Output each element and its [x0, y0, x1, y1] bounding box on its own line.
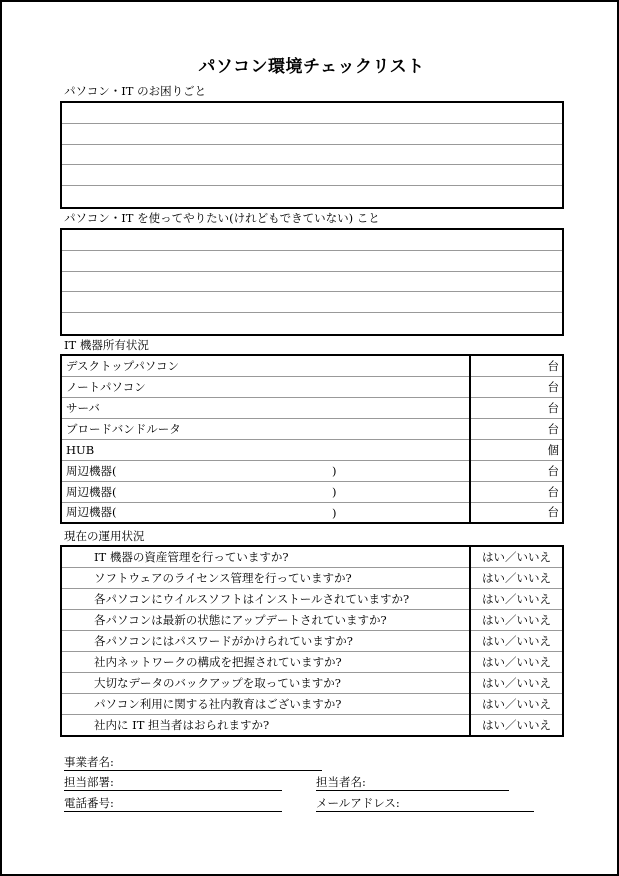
- equipment-name-cell[interactable]: [61, 481, 470, 502]
- unit-label: 台: [547, 463, 559, 478]
- operation-row: [61, 651, 563, 672]
- page-title: パソコン環境チェックリスト: [198, 57, 425, 77]
- note-line[interactable]: [62, 165, 562, 186]
- yes-no-answer[interactable]: はい／いいえ: [470, 651, 563, 672]
- unit-label: 台: [547, 379, 559, 394]
- operation-row: [61, 715, 563, 736]
- phone-number-field[interactable]: [64, 795, 282, 812]
- question-text: 各パソコンにはパスワードがかけられていますか?: [61, 630, 470, 651]
- question-text: パソコン利用に関する社内教育はございますか?: [61, 694, 470, 715]
- unit-label: 台: [547, 505, 559, 520]
- note-line[interactable]: [62, 272, 562, 293]
- equipment-row: [61, 418, 563, 439]
- operation-row: [61, 546, 563, 567]
- equipment-name-cell[interactable]: [61, 397, 470, 418]
- closing-paren: ): [332, 505, 337, 520]
- yes-no-answer[interactable]: はい／いいえ: [470, 546, 563, 567]
- unit-label: 台: [547, 484, 559, 499]
- equipment-name: 周辺機器(: [66, 505, 117, 520]
- equipment-count-cell[interactable]: [470, 502, 563, 523]
- operation-row: [61, 694, 563, 715]
- note-line[interactable]: [62, 313, 562, 334]
- note-line[interactable]: [62, 292, 562, 313]
- closing-paren: ): [332, 484, 337, 499]
- question-text: 社内ネットワークの構成を把握されていますか?: [61, 651, 470, 672]
- question-text: 各パソコンにウイルスソフトはインストールされていますか?: [61, 588, 470, 609]
- operations-table: [60, 545, 564, 737]
- equipment-name: 周辺機器(: [66, 484, 117, 499]
- question-text: 各パソコンは最新の状態にアップデートされていますか?: [61, 609, 470, 630]
- closing-paren: ): [332, 463, 337, 478]
- equipment-count-cell[interactable]: [470, 481, 563, 502]
- equipment-count-cell[interactable]: [470, 376, 563, 397]
- equipment-row: [61, 397, 563, 418]
- question-text: 大切なデータのバックアップを取っていますか?: [61, 673, 470, 694]
- operation-row: [61, 609, 563, 630]
- equipment-name-cell[interactable]: [61, 418, 470, 439]
- email-address-label: メールアドレス:: [316, 796, 400, 810]
- company-name-field[interactable]: [64, 754, 322, 771]
- person-in-charge-label: 担当者名:: [316, 775, 366, 789]
- note-line[interactable]: [62, 251, 562, 272]
- equipment-name-cell[interactable]: [61, 376, 470, 397]
- equipment-name: 周辺機器(: [66, 463, 117, 478]
- yes-no-answer[interactable]: はい／いいえ: [482, 718, 551, 733]
- equipment-row: [61, 502, 563, 523]
- note-line[interactable]: [62, 124, 562, 145]
- department-field[interactable]: [64, 774, 282, 791]
- equipment-count-cell[interactable]: [470, 439, 563, 460]
- equipment-name: デスクトップパソコン: [66, 358, 180, 373]
- section-label-troubles: パソコン・IT のお困りごと: [64, 84, 207, 98]
- note-line[interactable]: [62, 230, 562, 251]
- question-text: ソフトウェアのライセンス管理を行っていますか?: [61, 567, 470, 588]
- note-line[interactable]: [62, 186, 562, 207]
- equipment-name-cell[interactable]: [61, 439, 470, 460]
- equipment-row: [61, 481, 563, 502]
- section-label-wishes: パソコン・IT を使ってやりたい(けれどもできていない) こと: [64, 211, 380, 225]
- troubles-notes-box[interactable]: [60, 101, 564, 209]
- equipment-name: ブロードバンドルータ: [66, 421, 181, 436]
- operation-row: [61, 630, 563, 651]
- question-text: 社内に IT 担当者はおられますか?: [61, 715, 470, 736]
- equipment-row: [61, 376, 563, 397]
- wishes-notes-box[interactable]: [60, 228, 564, 336]
- phone-number-label: 電話番号:: [64, 796, 114, 810]
- equipment-name-cell[interactable]: [61, 460, 470, 481]
- equipment-row: [61, 355, 563, 376]
- operation-row: [61, 588, 563, 609]
- person-in-charge-field[interactable]: [316, 774, 509, 791]
- yes-no-answer[interactable]: はい／いいえ: [470, 673, 563, 694]
- yes-no-answer[interactable]: はい／いいえ: [470, 694, 563, 715]
- yes-no-answer[interactable]: はい／いいえ: [470, 630, 563, 651]
- company-name-label: 事業者名:: [64, 755, 114, 769]
- equipment-count-cell[interactable]: [470, 355, 563, 376]
- question-text: IT 機器の資産管理を行っていますか?: [61, 546, 470, 567]
- equipment-count-cell[interactable]: [470, 460, 563, 481]
- equipment-count-cell[interactable]: [470, 397, 563, 418]
- operation-row: [61, 567, 563, 588]
- yes-no-answer[interactable]: はい／いいえ: [470, 567, 563, 588]
- equipment-row: [61, 460, 563, 481]
- yes-no-answer[interactable]: はい／いいえ: [470, 609, 563, 630]
- unit-label: 台: [547, 400, 559, 415]
- note-line[interactable]: [62, 103, 562, 124]
- equipment-name: HUB: [66, 442, 95, 457]
- equipment-table: [60, 354, 564, 524]
- equipment-name: ノートパソコン: [66, 379, 146, 394]
- section-label-equipment: IT 機器所有状況: [64, 338, 149, 352]
- equipment-name-cell[interactable]: [61, 502, 470, 523]
- unit-label: 個: [547, 442, 559, 457]
- unit-label: 台: [547, 421, 559, 436]
- equipment-row: [61, 439, 563, 460]
- yes-no-answer[interactable]: はい／いいえ: [470, 588, 563, 609]
- operation-row: [61, 673, 563, 694]
- equipment-count-cell[interactable]: [470, 418, 563, 439]
- equipment-name: サーバ: [66, 400, 100, 415]
- unit-label: 台: [547, 358, 559, 373]
- email-address-field[interactable]: [316, 795, 534, 812]
- department-label: 担当部署:: [64, 775, 114, 789]
- note-line[interactable]: [62, 145, 562, 166]
- equipment-name-cell[interactable]: [61, 355, 470, 376]
- section-label-operations: 現在の運用状況: [64, 529, 145, 543]
